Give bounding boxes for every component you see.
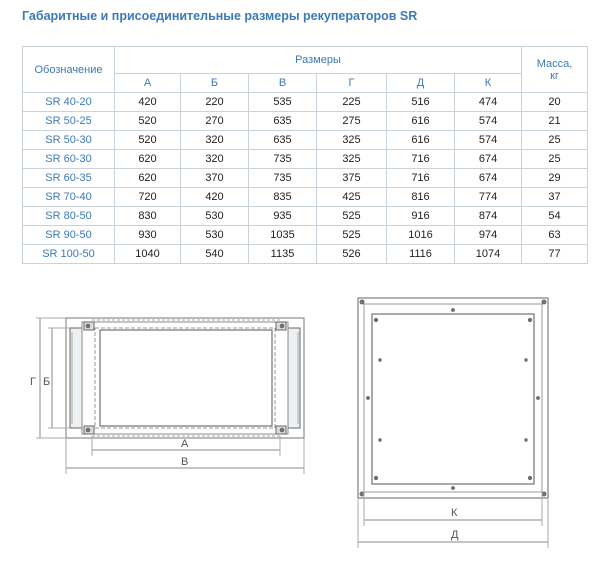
dimension-cell: 525	[317, 207, 387, 226]
dimension-cell: 540	[181, 245, 249, 264]
dimension-cell: 874	[455, 207, 522, 226]
mass-cell: 25	[522, 131, 588, 150]
designation-cell: SR 80-50	[23, 207, 115, 226]
table-row	[23, 131, 588, 150]
dimension-cell: 1016	[387, 226, 455, 245]
label-k: К	[451, 507, 458, 519]
dimension-cell: 1040	[115, 245, 181, 264]
mass-cell: 63	[522, 226, 588, 245]
dimension-cell: 370	[181, 169, 249, 188]
dimension-cell: 735	[249, 150, 317, 169]
mass-cell: 37	[522, 188, 588, 207]
dimension-cell: 520	[115, 131, 181, 150]
side-view-drawing	[36, 318, 304, 474]
dimension-cell: 325	[317, 150, 387, 169]
dimension-cell: 320	[181, 150, 249, 169]
mass-cell: 77	[522, 245, 588, 264]
column-header-k: К	[455, 74, 522, 93]
dimension-cell: 816	[387, 188, 455, 207]
dimension-cell: 1116	[387, 245, 455, 264]
dimension-cell: 716	[387, 169, 455, 188]
designation-cell: SR 60-30	[23, 150, 115, 169]
dimension-cell: 530	[181, 226, 249, 245]
table-row	[23, 207, 588, 226]
label-a: А	[181, 438, 189, 450]
dimension-cell: 616	[387, 131, 455, 150]
dimension-cell: 1074	[455, 245, 522, 264]
dimension-cell: 425	[317, 188, 387, 207]
column-header-v: В	[249, 74, 317, 93]
mass-cell: 21	[522, 112, 588, 131]
dimension-cell: 574	[455, 112, 522, 131]
table-body	[23, 93, 588, 264]
dimension-cell: 574	[455, 131, 522, 150]
mass-header-line2: кг	[550, 69, 559, 82]
dimension-cell: 1135	[249, 245, 317, 264]
designation-cell: SR 90-50	[23, 226, 115, 245]
dimension-cell: 674	[455, 169, 522, 188]
designation-cell: SR 50-25	[23, 112, 115, 131]
table-row	[23, 245, 588, 264]
designation-cell: SR 60-35	[23, 169, 115, 188]
dimension-cell: 270	[181, 112, 249, 131]
page-title: Габаритные и присоединительные размеры рекуператоров SR	[22, 9, 418, 23]
dimension-cell: 325	[317, 131, 387, 150]
dimension-cell: 774	[455, 188, 522, 207]
dimension-cell: 720	[115, 188, 181, 207]
dimension-cell: 420	[181, 188, 249, 207]
dimension-cell: 974	[455, 226, 522, 245]
designation-header: Обозначение	[23, 47, 115, 93]
dimension-cell: 275	[317, 112, 387, 131]
dimension-cell: 516	[387, 93, 455, 112]
table-row	[23, 112, 588, 131]
dimension-cell: 420	[115, 93, 181, 112]
dimension-cell: 830	[115, 207, 181, 226]
dimension-cell: 474	[455, 93, 522, 112]
dimension-cell: 916	[387, 207, 455, 226]
label-d: Д	[451, 529, 459, 541]
table-row	[23, 188, 588, 207]
dimension-cell: 225	[317, 93, 387, 112]
dimension-cell: 535	[249, 93, 317, 112]
column-header-a: А	[115, 74, 181, 93]
dimension-cell: 220	[181, 93, 249, 112]
dimension-cell: 620	[115, 150, 181, 169]
dimension-cell: 526	[317, 245, 387, 264]
dimension-cell: 320	[181, 131, 249, 150]
mass-cell: 25	[522, 150, 588, 169]
designation-cell: SR 70-40	[23, 188, 115, 207]
mass-cell: 54	[522, 207, 588, 226]
sizes-header: Размеры	[115, 47, 522, 74]
designation-cell: SR 100-50	[23, 245, 115, 264]
column-header-b: Б	[181, 74, 249, 93]
dimension-cell: 635	[249, 112, 317, 131]
table-header-row	[23, 47, 588, 74]
mass-cell: 29	[522, 169, 588, 188]
mass-cell: 20	[522, 93, 588, 112]
designation-cell: SR 40-20	[23, 93, 115, 112]
dimension-cell: 635	[249, 131, 317, 150]
dimension-cell: 375	[317, 169, 387, 188]
dimension-cell: 935	[249, 207, 317, 226]
designation-cell: SR 50-30	[23, 131, 115, 150]
dimension-cell: 620	[115, 169, 181, 188]
label-g: Г	[30, 376, 36, 388]
table-row	[23, 226, 588, 245]
dimension-drawings	[0, 290, 600, 562]
column-header-d: Д	[387, 74, 455, 93]
dimension-cell: 616	[387, 112, 455, 131]
table-row	[23, 150, 588, 169]
mass-header	[522, 47, 588, 93]
dimension-cell: 716	[387, 150, 455, 169]
dimension-cell: 530	[181, 207, 249, 226]
dimension-cell: 674	[455, 150, 522, 169]
table-row	[23, 93, 588, 112]
dimensions-table	[22, 46, 588, 264]
label-b: Б	[43, 376, 51, 388]
table-row	[23, 169, 588, 188]
dimension-cell: 835	[249, 188, 317, 207]
column-header-g: Г	[317, 74, 387, 93]
label-v: В	[181, 456, 189, 468]
dimension-cell: 1035	[249, 226, 317, 245]
dimension-cell: 735	[249, 169, 317, 188]
dimension-cell: 520	[115, 112, 181, 131]
dimension-cell: 525	[317, 226, 387, 245]
mass-header-line1: Масса,	[536, 57, 573, 70]
dimension-cell: 930	[115, 226, 181, 245]
